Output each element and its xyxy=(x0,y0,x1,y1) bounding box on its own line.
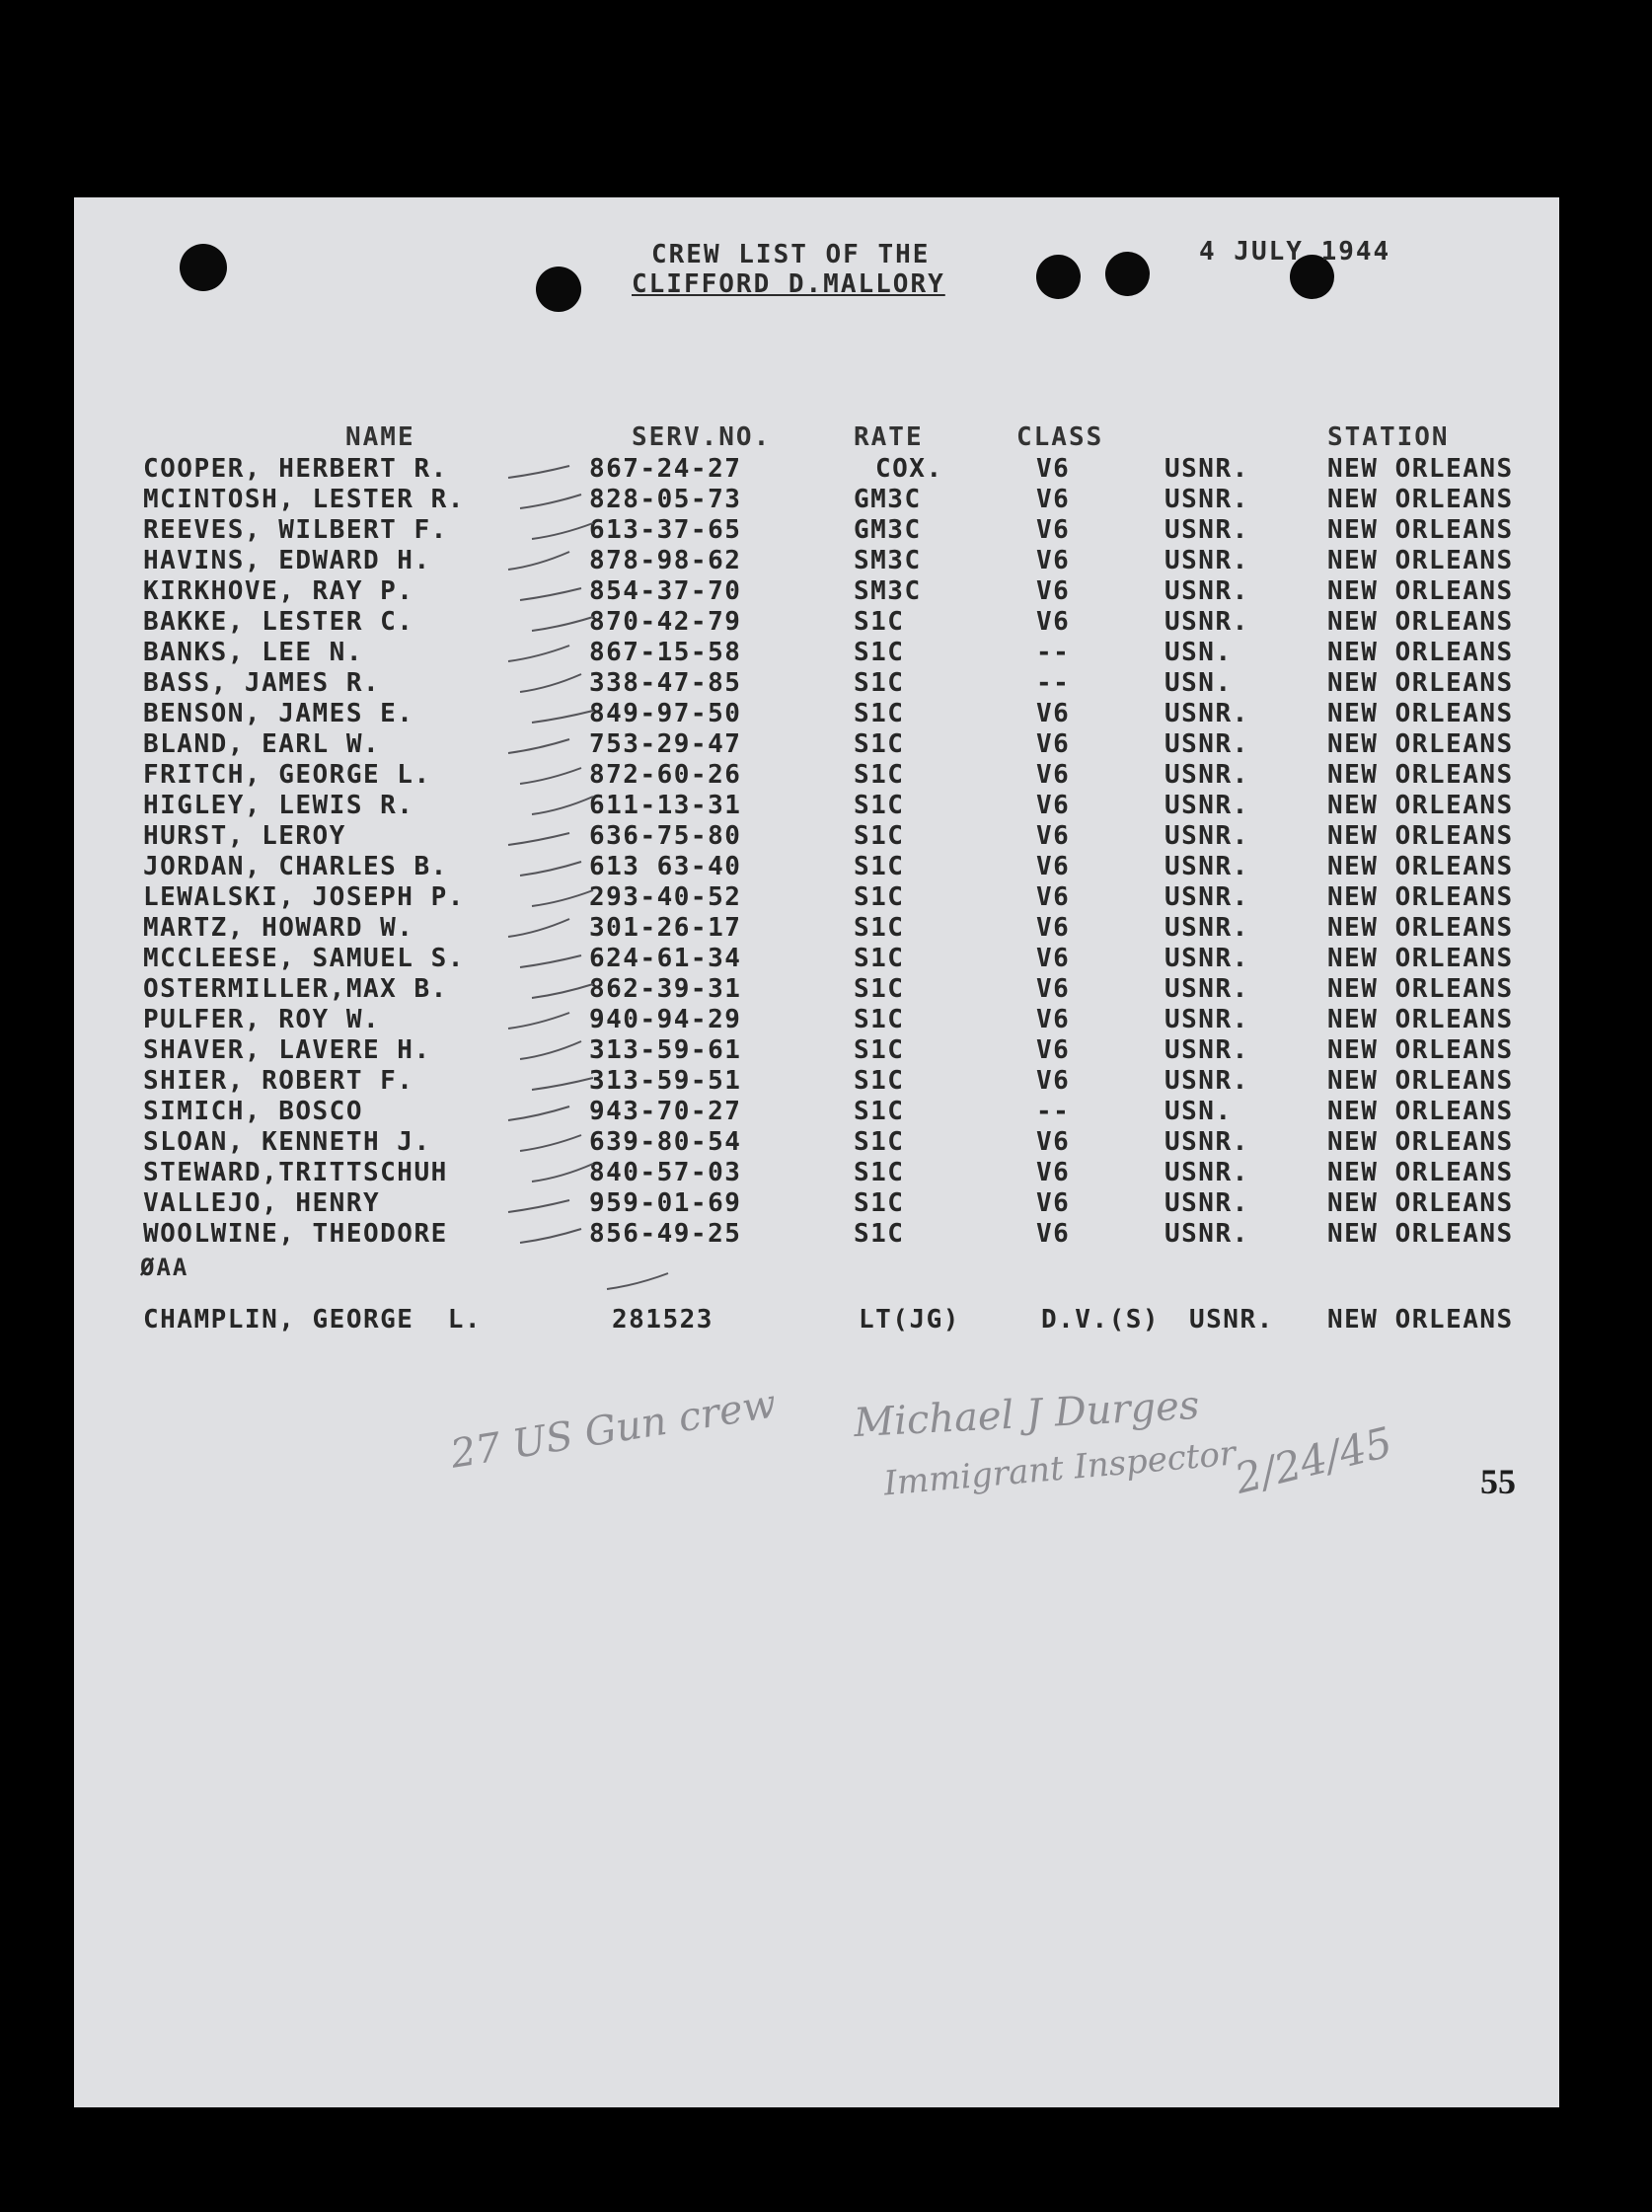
crew-name: MCCLEESE, SAMUEL S. xyxy=(143,944,465,973)
crew-name: HURST, LEROY xyxy=(143,821,346,851)
crew-rate: S1C xyxy=(854,1219,905,1249)
crew-station: NEW ORLEANS xyxy=(1327,882,1514,912)
crew-class: V6 xyxy=(1036,760,1071,790)
crew-branch: USNR. xyxy=(1164,821,1249,851)
crew-rate: S1C xyxy=(854,760,905,790)
crew-station: NEW ORLEANS xyxy=(1327,821,1514,851)
crew-branch: USNR. xyxy=(1164,576,1249,606)
crew-name: SIMICH, BOSCO xyxy=(143,1097,363,1126)
crew-name: PULFER, ROY W. xyxy=(143,1005,381,1034)
crew-name: COOPER, HERBERT R. xyxy=(143,454,448,484)
crew-class: V6 xyxy=(1036,791,1071,820)
officer-name: CHAMPLIN, GEORGE L. xyxy=(143,1305,483,1335)
crew-rate: S1C xyxy=(854,607,905,637)
check-mark xyxy=(607,1273,668,1289)
check-mark xyxy=(532,617,593,631)
crew-branch: USNR. xyxy=(1164,515,1249,545)
crew-branch: USN. xyxy=(1164,638,1233,667)
crew-class: V6 xyxy=(1036,729,1071,759)
crew-station: NEW ORLEANS xyxy=(1327,729,1514,759)
officer-station: NEW ORLEANS xyxy=(1327,1305,1514,1335)
check-mark xyxy=(520,495,581,508)
crew-branch: USNR. xyxy=(1164,729,1249,759)
crew-name: SLOAN, KENNETH J. xyxy=(143,1127,431,1157)
crew-station: NEW ORLEANS xyxy=(1327,1127,1514,1157)
crew-rate: S1C xyxy=(854,852,905,881)
crew-name: FRITCH, GEORGE L. xyxy=(143,760,431,790)
crew-serv-no: 943-70-27 xyxy=(589,1097,742,1126)
crew-rate: S1C xyxy=(854,1188,905,1218)
crew-rate: S1C xyxy=(854,1005,905,1034)
crew-station: NEW ORLEANS xyxy=(1327,913,1514,943)
check-mark xyxy=(508,552,569,570)
crew-serv-no: 313-59-51 xyxy=(589,1066,742,1096)
check-mark xyxy=(508,739,569,753)
crew-class: V6 xyxy=(1036,576,1071,606)
check-mark xyxy=(520,768,581,784)
crew-class: V6 xyxy=(1036,607,1071,637)
crew-rate: GM3C xyxy=(854,485,922,514)
crew-rate: S1C xyxy=(854,791,905,820)
crew-branch: USN. xyxy=(1164,668,1233,698)
crew-branch: USNR. xyxy=(1164,607,1249,637)
crew-serv-no: 940-94-29 xyxy=(589,1005,742,1034)
crew-rate: COX. xyxy=(875,454,943,484)
crew-class: V6 xyxy=(1036,821,1071,851)
handwritten-date: 2/24/45 xyxy=(1230,1417,1397,1503)
document-page xyxy=(74,197,1559,2107)
officer-class: D.V.(S) xyxy=(1041,1305,1161,1335)
crew-rate: SM3C xyxy=(854,546,922,575)
crew-name: MARTZ, HOWARD W. xyxy=(143,913,414,943)
check-mark xyxy=(520,862,581,876)
handwritten-inspector: Immigrant Inspector xyxy=(881,1433,1238,1504)
crew-station: NEW ORLEANS xyxy=(1327,791,1514,820)
document-date: 4 JULY 1944 xyxy=(1199,237,1391,267)
header-serv-no: SERV.NO. xyxy=(632,422,772,452)
crew-serv-no: 301-26-17 xyxy=(589,913,742,943)
crew-rate: S1C xyxy=(854,882,905,912)
crew-serv-no: 854-37-70 xyxy=(589,576,742,606)
crew-name: SHAVER, LAVERE H. xyxy=(143,1035,431,1065)
header-rate: RATE xyxy=(854,422,924,452)
crew-station: NEW ORLEANS xyxy=(1327,852,1514,881)
check-mark xyxy=(532,1164,593,1182)
crew-serv-no: 753-29-47 xyxy=(589,729,742,759)
crew-branch: USNR. xyxy=(1164,1127,1249,1157)
check-mark xyxy=(520,588,581,600)
crew-station: NEW ORLEANS xyxy=(1327,1035,1514,1065)
crew-station: NEW ORLEANS xyxy=(1327,1066,1514,1096)
check-mark xyxy=(532,711,593,723)
crew-serv-no: 867-24-27 xyxy=(589,454,742,484)
crew-serv-no: 878-98-62 xyxy=(589,546,742,575)
crew-class: V6 xyxy=(1036,1035,1071,1065)
crew-station: NEW ORLEANS xyxy=(1327,944,1514,973)
crew-branch: USNR. xyxy=(1164,882,1249,912)
check-mark xyxy=(508,1013,569,1029)
crew-station: NEW ORLEANS xyxy=(1327,699,1514,728)
crew-station: NEW ORLEANS xyxy=(1327,515,1514,545)
crew-class: V6 xyxy=(1036,852,1071,881)
check-mark xyxy=(532,797,593,814)
crew-branch: USN. xyxy=(1164,1097,1233,1126)
crew-name: BASS, JAMES R. xyxy=(143,668,381,698)
page-number: 55 xyxy=(1480,1462,1516,1501)
document-title: CREW LIST OF THE xyxy=(651,240,931,269)
crew-serv-no: 624-61-34 xyxy=(589,944,742,973)
crew-branch: USNR. xyxy=(1164,1066,1249,1096)
crew-class: V6 xyxy=(1036,699,1071,728)
crew-station: NEW ORLEANS xyxy=(1327,638,1514,667)
crew-station: NEW ORLEANS xyxy=(1327,485,1514,514)
crew-serv-no: 867-15-58 xyxy=(589,638,742,667)
crew-serv-no: 959-01-69 xyxy=(589,1188,742,1218)
crew-rate: S1C xyxy=(854,1127,905,1157)
officer-branch: USNR. xyxy=(1189,1305,1274,1335)
crew-name: OSTERMILLER,MAX B. xyxy=(143,974,448,1004)
crew-branch: USNR. xyxy=(1164,1158,1249,1187)
crew-serv-no: 613 63-40 xyxy=(589,852,742,881)
check-mark xyxy=(508,646,569,661)
crew-branch: USNR. xyxy=(1164,1005,1249,1034)
crew-rate: S1C xyxy=(854,1158,905,1187)
crew-class: V6 xyxy=(1036,485,1071,514)
check-mark xyxy=(532,1078,593,1090)
crew-branch: USNR. xyxy=(1164,944,1249,973)
crew-serv-no: 611-13-31 xyxy=(589,791,742,820)
crew-class: V6 xyxy=(1036,1158,1071,1187)
ship-name: CLIFFORD D.MALLORY xyxy=(632,269,945,299)
crew-class: V6 xyxy=(1036,1066,1071,1096)
crew-rate: S1C xyxy=(854,699,905,728)
crew-class: V6 xyxy=(1036,515,1071,545)
crew-rate: SM3C xyxy=(854,576,922,606)
check-mark xyxy=(532,984,593,998)
crew-branch: USNR. xyxy=(1164,791,1249,820)
crew-name: WOOLWINE, THEODORE xyxy=(143,1219,448,1249)
crew-name: HIGLEY, LEWIS R. xyxy=(143,791,414,820)
crew-station: NEW ORLEANS xyxy=(1327,1005,1514,1034)
crew-branch: USNR. xyxy=(1164,546,1249,575)
crew-serv-no: 828-05-73 xyxy=(589,485,742,514)
crew-serv-no: 856-49-25 xyxy=(589,1219,742,1249)
crew-rate: GM3C xyxy=(854,515,922,545)
crew-name: REEVES, WILBERT F. xyxy=(143,515,448,545)
crew-rate: S1C xyxy=(854,821,905,851)
crew-name: BAKKE, LESTER C. xyxy=(143,607,414,637)
crew-name: STEWARD,TRITTSCHUH xyxy=(143,1158,448,1187)
header-name: NAME xyxy=(345,422,415,452)
crew-class: V6 xyxy=(1036,974,1071,1004)
header-class: CLASS xyxy=(1016,422,1104,452)
check-mark xyxy=(508,919,569,937)
crew-station: NEW ORLEANS xyxy=(1327,760,1514,790)
check-mark xyxy=(508,1200,569,1212)
crew-rate: S1C xyxy=(854,913,905,943)
crew-class: V6 xyxy=(1036,913,1071,943)
crew-serv-no: 613-37-65 xyxy=(589,515,742,545)
check-mark xyxy=(520,1041,581,1059)
check-mark xyxy=(508,833,569,845)
crew-rate: S1C xyxy=(854,1066,905,1096)
check-mark xyxy=(520,674,581,692)
crew-station: NEW ORLEANS xyxy=(1327,668,1514,698)
crew-class: -- xyxy=(1036,1097,1071,1126)
stray-mark: ØAA xyxy=(140,1254,189,1281)
crew-class: V6 xyxy=(1036,1005,1071,1034)
crew-serv-no: 840-57-03 xyxy=(589,1158,742,1187)
crew-station: NEW ORLEANS xyxy=(1327,454,1514,484)
check-mark xyxy=(508,1106,569,1120)
crew-name: VALLEJO, HENRY xyxy=(143,1188,381,1218)
crew-branch: USNR. xyxy=(1164,454,1249,484)
crew-branch: USNR. xyxy=(1164,913,1249,943)
crew-branch: USNR. xyxy=(1164,1219,1249,1249)
crew-class: V6 xyxy=(1036,1127,1071,1157)
crew-branch: USNR. xyxy=(1164,1035,1249,1065)
officer-rate: LT(JG) xyxy=(859,1305,960,1335)
crew-serv-no: 872-60-26 xyxy=(589,760,742,790)
crew-serv-no: 870-42-79 xyxy=(589,607,742,637)
crew-name: LEWALSKI, JOSEPH P. xyxy=(143,882,465,912)
check-marks xyxy=(74,197,1559,2107)
crew-name: MCINTOSH, LESTER R. xyxy=(143,485,465,514)
crew-serv-no: 293-40-52 xyxy=(589,882,742,912)
crew-name: HAVINS, EDWARD H. xyxy=(143,546,431,575)
crew-class: -- xyxy=(1036,668,1071,698)
check-mark xyxy=(532,890,593,906)
crew-station: NEW ORLEANS xyxy=(1327,1097,1514,1126)
crew-station: NEW ORLEANS xyxy=(1327,1158,1514,1187)
crew-rate: S1C xyxy=(854,974,905,1004)
officer-row xyxy=(74,1305,1559,1335)
crew-serv-no: 313-59-61 xyxy=(589,1035,742,1065)
check-mark xyxy=(520,1135,581,1151)
crew-rate: S1C xyxy=(854,668,905,698)
crew-serv-no: 639-80-54 xyxy=(589,1127,742,1157)
crew-rate: S1C xyxy=(854,729,905,759)
crew-class: V6 xyxy=(1036,1188,1071,1218)
crew-branch: USNR. xyxy=(1164,760,1249,790)
crew-serv-no: 636-75-80 xyxy=(589,821,742,851)
crew-name: SHIER, ROBERT F. xyxy=(143,1066,414,1096)
crew-rate: S1C xyxy=(854,638,905,667)
crew-class: V6 xyxy=(1036,1219,1071,1249)
check-mark xyxy=(508,466,569,478)
crew-name: BENSON, JAMES E. xyxy=(143,699,414,728)
crew-branch: USNR. xyxy=(1164,485,1249,514)
crew-station: NEW ORLEANS xyxy=(1327,1219,1514,1249)
crew-station: NEW ORLEANS xyxy=(1327,546,1514,575)
crew-branch: USNR. xyxy=(1164,974,1249,1004)
crew-class: V6 xyxy=(1036,546,1071,575)
crew-station: NEW ORLEANS xyxy=(1327,607,1514,637)
crew-serv-no: 849-97-50 xyxy=(589,699,742,728)
crew-class: V6 xyxy=(1036,882,1071,912)
crew-rate: S1C xyxy=(854,1035,905,1065)
crew-branch: USNR. xyxy=(1164,1188,1249,1218)
crew-branch: USNR. xyxy=(1164,852,1249,881)
check-mark xyxy=(520,955,581,967)
crew-serv-no: 862-39-31 xyxy=(589,974,742,1004)
crew-class: V6 xyxy=(1036,454,1071,484)
crew-class: V6 xyxy=(1036,944,1071,973)
crew-class: -- xyxy=(1036,638,1071,667)
handwritten-crew-note: 27 US Gun crew xyxy=(447,1381,780,1478)
handwritten-signature: Michael J Durges xyxy=(853,1382,1201,1447)
check-mark xyxy=(520,1229,581,1243)
crew-name: JORDAN, CHARLES B. xyxy=(143,852,448,881)
crew-station: NEW ORLEANS xyxy=(1327,1188,1514,1218)
crew-name: BLAND, EARL W. xyxy=(143,729,381,759)
crew-name: BANKS, LEE N. xyxy=(143,638,363,667)
check-mark xyxy=(532,523,593,539)
crew-branch: USNR. xyxy=(1164,699,1249,728)
crew-rate: S1C xyxy=(854,1097,905,1126)
crew-name: KIRKHOVE, RAY P. xyxy=(143,576,414,606)
crew-rate: S1C xyxy=(854,944,905,973)
header-station: STATION xyxy=(1327,422,1450,452)
crew-station: NEW ORLEANS xyxy=(1327,974,1514,1004)
crew-station: NEW ORLEANS xyxy=(1327,576,1514,606)
crew-serv-no: 338-47-85 xyxy=(589,668,742,698)
officer-serv-no: 281523 xyxy=(612,1305,713,1335)
